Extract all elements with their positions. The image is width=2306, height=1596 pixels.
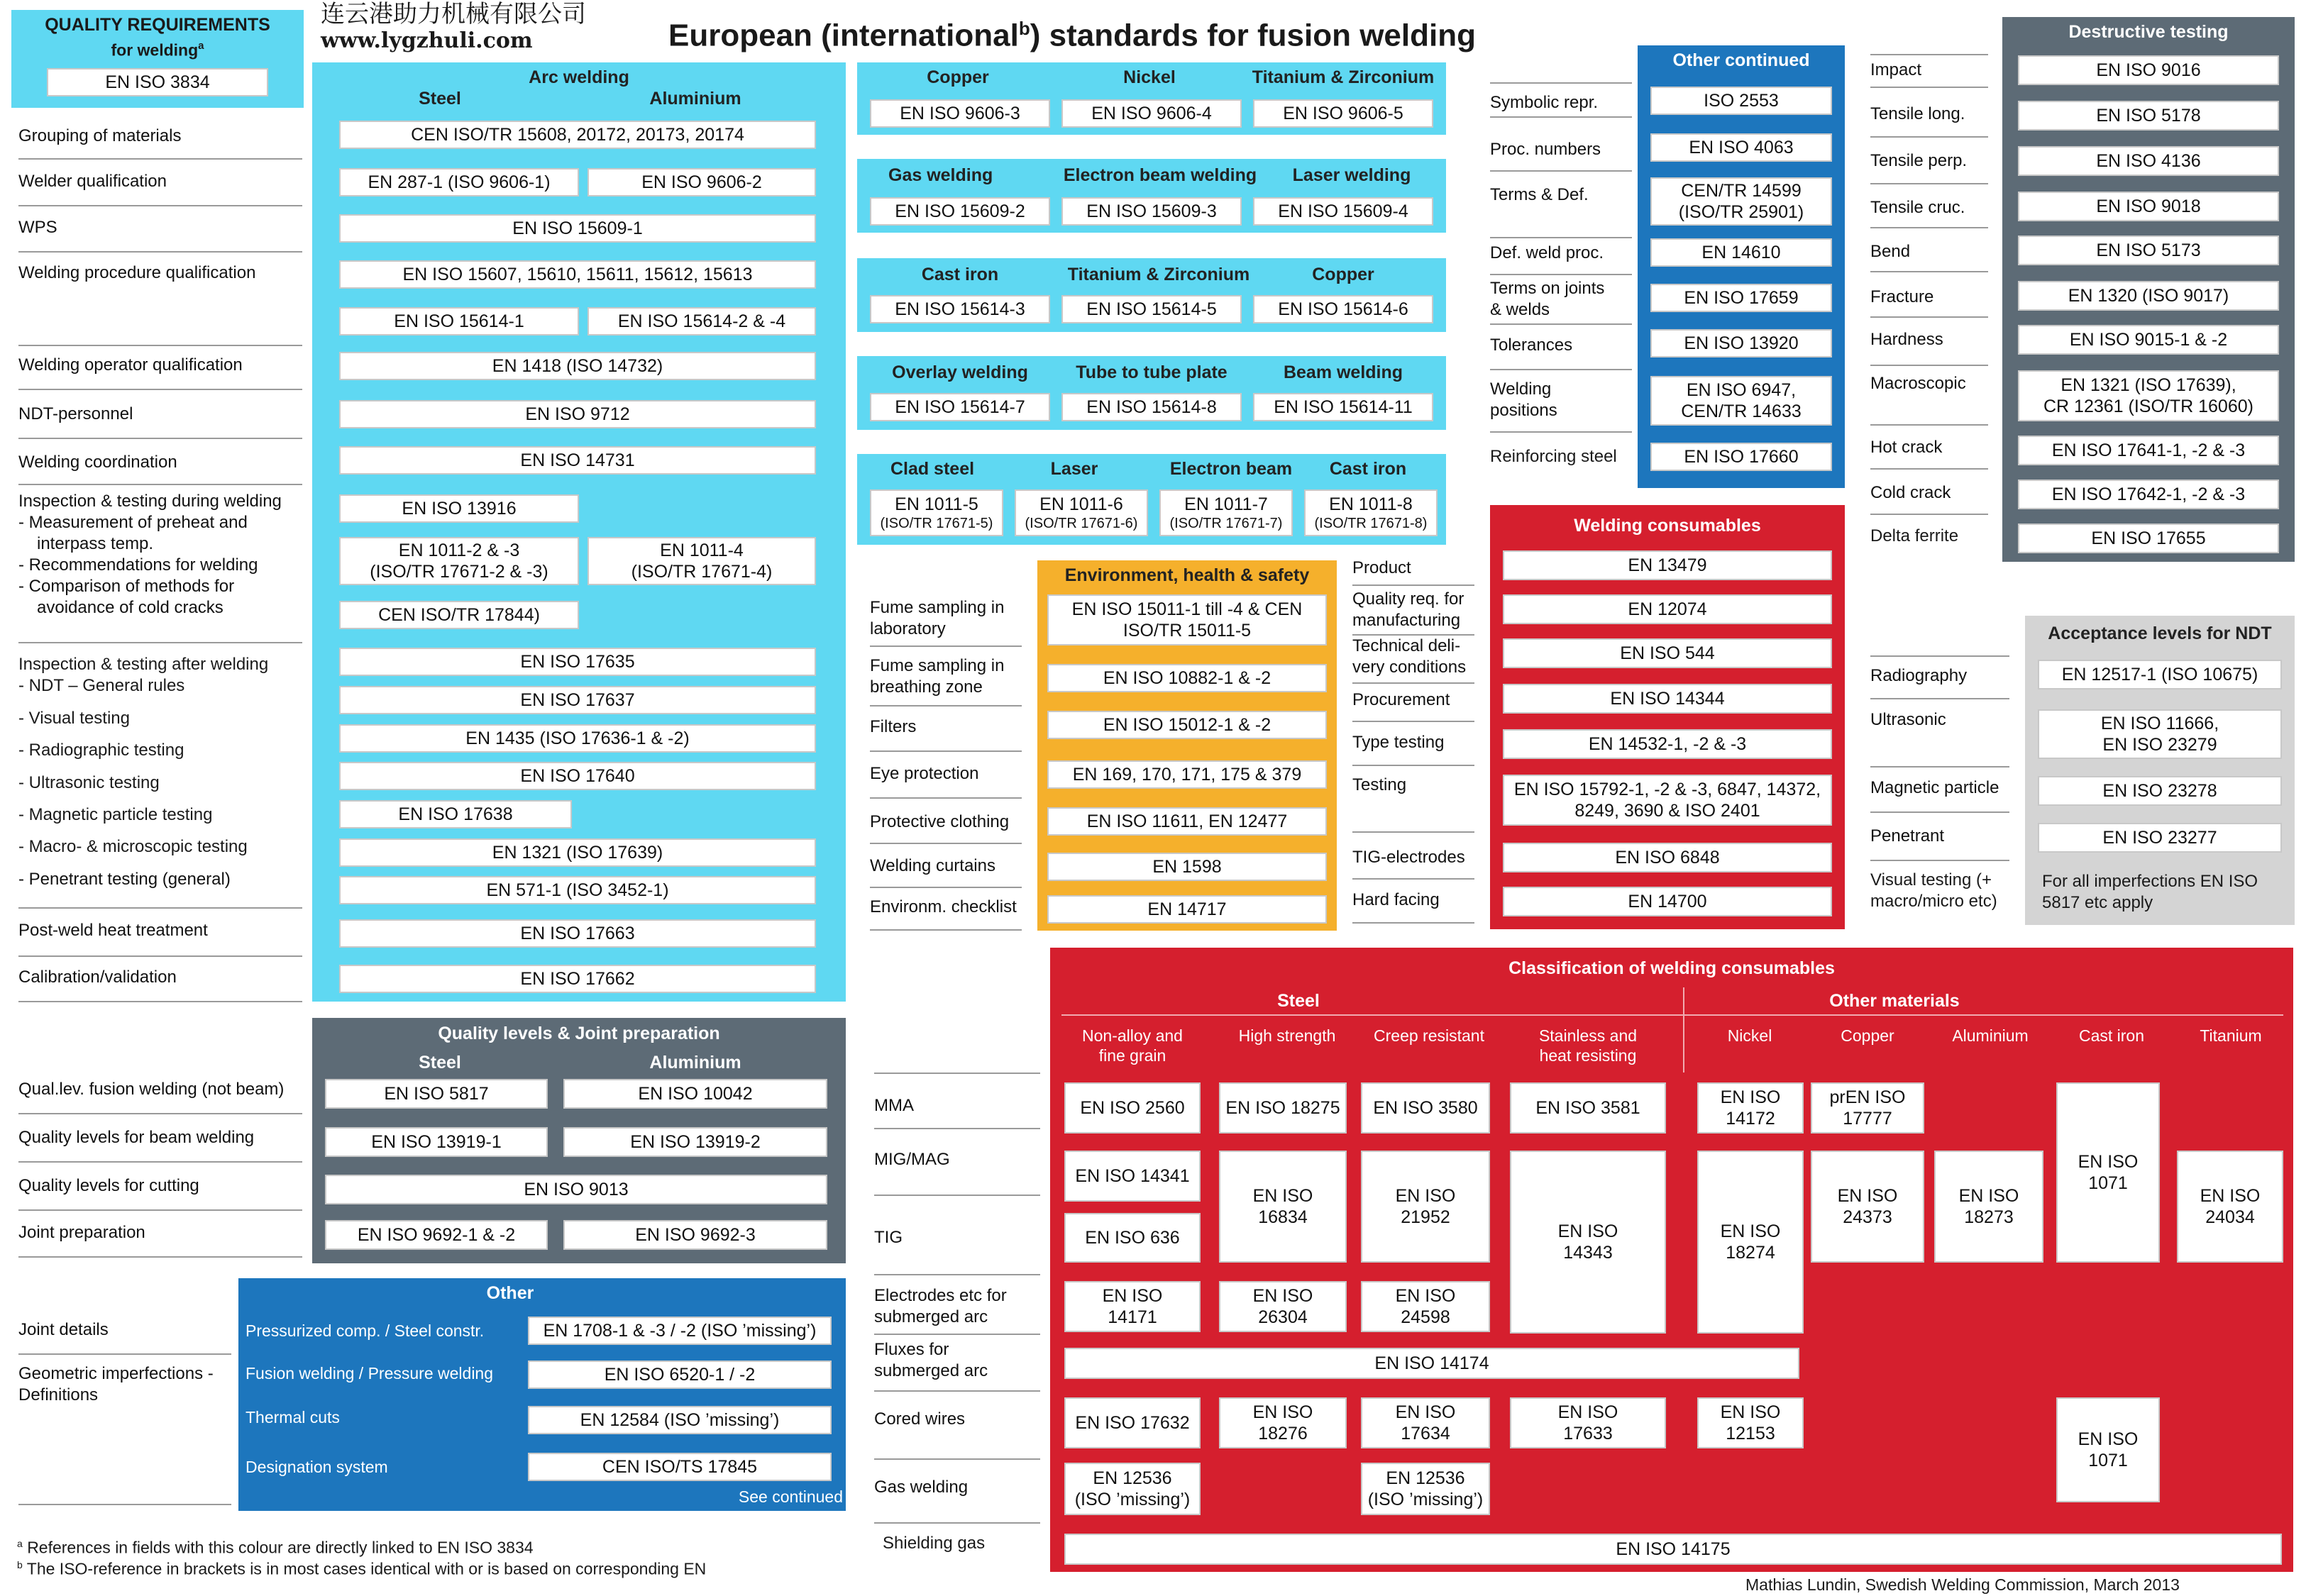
other-label-fusion: Fusion welding / Pressure welding xyxy=(246,1364,494,1382)
cast-iron-wpq-std: EN ISO 15614-3 xyxy=(870,295,1050,323)
gas-wps-std: EN ISO 15609-2 xyxy=(870,197,1050,226)
wc-label-testing: Testing xyxy=(1352,775,1474,833)
ehs-std-filters: EN ISO 15012-1 & -2 xyxy=(1047,711,1327,739)
copper-wpq-std: EN ISO 15614-6 xyxy=(1253,295,1433,323)
cls-mma-nonalloy: EN ISO 2560 xyxy=(1064,1082,1201,1134)
beam-header: Beam welding xyxy=(1283,362,1403,382)
dt-std-delta-ferrite: EN ISO 17655 xyxy=(2018,523,2279,553)
label-beam-quality: Quality levels for beam welding xyxy=(18,1127,302,1163)
cls-row-shielding: Shielding gas xyxy=(883,1534,986,1553)
cast-iron-header: Cast iron xyxy=(921,265,999,284)
cls-wire-titanium: EN ISO 24034 xyxy=(2177,1151,2283,1263)
quality-standard: EN ISO 3834 xyxy=(47,68,268,96)
cutting-level-std: EN ISO 9013 xyxy=(325,1175,827,1204)
dt-title: Destructive testing xyxy=(2068,22,2229,42)
copper-welder-std: EN ISO 9606-3 xyxy=(870,99,1050,128)
quality-requirements-label: QUALITY REQUIREMENTS for welding$^a$ xyxy=(45,15,270,60)
ehs-label-eye: Eye protection xyxy=(870,763,1022,799)
ehs-label-breathing: Fume sampling in breathing zone xyxy=(870,655,1022,706)
macro-std: EN 1321 (ISO 17639) xyxy=(339,838,816,867)
welder-std-steel: EN 287-1 (ISO 9606-1) xyxy=(339,168,579,196)
credit: Mathias Lundin, Swedish Welding Commission, March 2013 xyxy=(1745,1575,2180,1594)
label-coordination: Welding coordination xyxy=(18,452,302,485)
ultrasonic-std: EN ISO 17640 xyxy=(339,762,816,790)
page-title: European (international$^b$) standards for fusion welding xyxy=(668,18,1476,53)
label-inspection-during: Inspection & testing during welding - Measurement of preheat and interpass temp. - Recommendations for welding - Comparison of methods for avoidance of cold cracks xyxy=(18,491,302,643)
dt-std-tensile-long: EN ISO 5178 xyxy=(2018,101,2279,131)
other-std-pressurized: EN 1708-1 & -3 / -2 (ISO ’missing’) xyxy=(528,1317,832,1345)
label-ultrasonic: - Ultrasonic testing xyxy=(18,773,160,792)
radiographic-std: EN 1435 (ISO 17636-1 & -2) xyxy=(339,724,816,753)
cls-gas-nonalloy: EN 12536 (ISO ’missing’) xyxy=(1064,1463,1201,1515)
cls-col-nonalloy: Non-alloy and fine grain xyxy=(1082,1026,1183,1065)
overlay-header: Overlay welding xyxy=(892,362,1028,382)
oc-std-proc: EN ISO 4063 xyxy=(1650,133,1832,162)
wc-std-technical: EN ISO 544 xyxy=(1503,638,1832,668)
arc-aluminium-header: Aluminium xyxy=(649,89,741,109)
oc-std-terms: CEN/TR 14599 (ISO/TR 25901) xyxy=(1650,177,1832,226)
ehs-title: Environment, health & safety xyxy=(1064,565,1310,585)
acc-std-magnetic: EN ISO 23278 xyxy=(2038,776,2282,806)
calibration-std: EN ISO 17662 xyxy=(339,965,816,993)
wc-label-quality: Quality req. for manufacturing xyxy=(1352,589,1474,636)
nickel-header: Nickel xyxy=(1123,67,1176,87)
wpq-std: EN ISO 15607, 15610, 15611, 15612, 15613 xyxy=(339,260,816,289)
dt-label-tensile-perp: Tensile perp. xyxy=(1870,150,1988,184)
cls-row-migmag: MIG/MAG xyxy=(874,1139,1040,1196)
cls-row-fluxes: Fluxes for submerged arc xyxy=(874,1335,1040,1392)
beam-level-alu: EN ISO 13919-2 xyxy=(563,1127,827,1157)
cls-cored-nonalloy: EN ISO 17632 xyxy=(1064,1397,1201,1448)
label-calibration: Calibration/validation xyxy=(18,967,302,1002)
oc-label-terms: Terms & Def. xyxy=(1490,184,1632,238)
laser-prec-std: EN 1011-6 (ISO/TR 17671-6) xyxy=(1015,489,1148,536)
grouping-std: CEN ISO/TR 15608, 20172, 20173, 20174 xyxy=(339,121,816,149)
oc-label-joints: Terms on joints & welds xyxy=(1490,278,1632,325)
cold-crack-std: CEN ISO/TR 17844) xyxy=(339,601,579,629)
dt-label-hardness: Hardness xyxy=(1870,329,1988,366)
label-cutting-quality: Quality levels for cutting xyxy=(18,1175,302,1211)
cls-gas-creep: EN 12536 (ISO ’missing’) xyxy=(1361,1463,1490,1515)
label-geometric: Geometric imperfections - Definitions xyxy=(18,1363,231,1505)
cls-row-cored: Cored wires xyxy=(874,1399,1040,1460)
cls-saw-nonalloy: EN ISO 14171 xyxy=(1064,1281,1201,1332)
ehs-label-curtains: Welding curtains xyxy=(870,855,1022,888)
ehs-std-eye: EN 169, 170, 171, 175 & 379 xyxy=(1047,760,1327,789)
ehs-std-lab: EN ISO 15011-1 till -4 & CEN ISO/TR 15011-5 xyxy=(1047,594,1327,645)
beam-level-steel: EN ISO 13919-1 xyxy=(325,1127,548,1157)
acc-label-ultrasonic: Ultrasonic xyxy=(1870,709,2009,767)
preheat-alu-std: EN 1011-4 (ISO/TR 17671-4) xyxy=(587,537,816,585)
wc-std-procurement: EN ISO 14344 xyxy=(1503,684,1832,714)
acc-title: Acceptance levels for NDT xyxy=(2048,624,2272,643)
qlj-title: Quality levels & Joint preparation xyxy=(438,1024,720,1043)
cls-mma-nickel: EN ISO 14172 xyxy=(1697,1082,1804,1134)
oc-label-reinforcing: Reinforcing steel xyxy=(1490,447,1617,466)
label-grouping: Grouping of materials xyxy=(18,124,302,160)
wc-std-type-testing: EN 14532-1, -2 & -3 xyxy=(1503,729,1832,759)
magnetic-std: EN ISO 17638 xyxy=(339,800,572,829)
cls-header-underline xyxy=(1061,1014,2283,1016)
eb-welding-header: Electron beam welding xyxy=(1063,165,1257,185)
cls-row-tig: TIG xyxy=(874,1217,1040,1275)
cls-other-header: Other materials xyxy=(1829,991,1960,1011)
label-welder-qualification: Welder qualification xyxy=(18,171,302,206)
cls-mma-stainless: EN ISO 3581 xyxy=(1510,1082,1666,1134)
clad-std: EN 1011-5 (ISO/TR 17671-5) xyxy=(870,489,1003,536)
acc-label-radiography: Radiography xyxy=(1870,655,2009,699)
cls-col-titanium: Titanium xyxy=(2200,1026,2262,1045)
cls-tig-nonalloy: EN ISO 636 xyxy=(1064,1213,1201,1263)
oc-std-reinforcing: EN ISO 17660 xyxy=(1650,443,1832,471)
other-label-thermal: Thermal cuts xyxy=(246,1408,340,1426)
dt-std-tensile-perp: EN ISO 4136 xyxy=(2018,146,2279,176)
oc-std-symbolic: ISO 2553 xyxy=(1650,87,1832,115)
acc-label-magnetic: Magnetic particle xyxy=(1870,777,2009,813)
visual-std: EN ISO 17637 xyxy=(339,686,816,714)
pwht-std: EN ISO 17663 xyxy=(339,919,816,948)
cls-saw-creep: EN ISO 24598 xyxy=(1361,1281,1490,1332)
dt-label-cold-crack: Cold crack xyxy=(1870,482,1988,515)
cls-steel-header: Steel xyxy=(1277,991,1320,1011)
cls-mig-nonalloy: EN ISO 14341 xyxy=(1064,1151,1201,1202)
acc-label-penetrant: Penetrant xyxy=(1870,826,2009,861)
dt-label-fracture: Fracture xyxy=(1870,287,1988,318)
titanium-header: Titanium & Zirconium xyxy=(1252,67,1435,87)
oc-std-joints: EN ISO 17659 xyxy=(1650,284,1832,312)
oc-std-tolerances: EN ISO 13920 xyxy=(1650,329,1832,358)
cls-col-cast-iron: Cast iron xyxy=(2078,1026,2145,1045)
copper-header-2: Copper xyxy=(1312,265,1374,284)
cls-title: Classification of welding consumables xyxy=(1508,958,1835,978)
dt-label-delta-ferrite: Delta ferrite xyxy=(1870,526,1959,545)
oc-label-positions: Welding positions xyxy=(1490,379,1632,433)
label-penetrant: - Penetrant testing (general) xyxy=(18,869,302,909)
wc-label-hardfacing: Hard facing xyxy=(1352,890,1474,924)
footnote-a: $^a$ References in fields with this colour are directly linked to EN ISO 3834 xyxy=(17,1538,534,1557)
cls-wire-aluminium: EN ISO 18273 xyxy=(1934,1151,2043,1263)
beam-std: EN ISO 15614-11 xyxy=(1253,393,1433,421)
acc-std-ultrasonic: EN ISO 11666, EN ISO 23279 xyxy=(2038,709,2282,759)
tube-std: EN ISO 15614-8 xyxy=(1061,393,1242,421)
dt-std-macroscopic: EN 1321 (ISO 17639), CR 12361 (ISO/TR 16060) xyxy=(2018,370,2279,421)
cls-col-copper: Copper xyxy=(1841,1026,1894,1045)
joint-prep-steel: EN ISO 9692-1 & -2 xyxy=(325,1220,548,1250)
label-visual-testing: - Visual testing xyxy=(18,709,130,728)
dt-std-tensile-cruc: EN ISO 9018 xyxy=(2018,192,2279,221)
ehs-label-checklist: Environm. checklist xyxy=(870,897,1022,931)
dt-std-cold-crack: EN ISO 17642-1, -2 & -3 xyxy=(2018,480,2279,509)
eb-prec-std: EN 1011-7 (ISO/TR 17671-7) xyxy=(1159,489,1293,536)
wc-label-type-testing: Type testing xyxy=(1352,732,1474,766)
ehs-label-filters: Filters xyxy=(870,716,1022,752)
acc-std-penetrant: EN ISO 23277 xyxy=(2038,823,2282,853)
laser-header-2: Laser xyxy=(1050,459,1098,479)
wc-std-product: EN 13479 xyxy=(1503,550,1832,580)
cls-col-creep: Creep resistant xyxy=(1374,1026,1484,1045)
inspection-std: EN ISO 13916 xyxy=(339,494,579,523)
other-std-thermal: EN 12584 (ISO ’missing’) xyxy=(528,1406,832,1434)
eb-header-2: Electron beam xyxy=(1169,459,1293,479)
cls-mma-creep: EN ISO 3580 xyxy=(1361,1082,1490,1134)
dt-std-impact: EN ISO 9016 xyxy=(2018,55,2279,85)
cls-row-electrodes-saw: Electrodes etc for submerged arc xyxy=(874,1277,1040,1335)
ndt-general-std: EN ISO 17635 xyxy=(339,648,816,676)
oc-label-tolerances: Tolerances xyxy=(1490,335,1632,370)
dt-label-bend: Bend xyxy=(1870,241,1988,272)
wc-std-testing: EN ISO 15792-1, -2 & -3, 6847, 14372, 8249, 3690 & ISO 2401 xyxy=(1503,775,1832,826)
welder-std-alu: EN ISO 9606-2 xyxy=(587,168,816,196)
wc-label-product: Product xyxy=(1352,558,1474,586)
dt-std-hot-crack: EN ISO 17641-1, -2 & -3 xyxy=(2018,436,2279,465)
copper-header: Copper xyxy=(927,67,989,87)
dt-label-impact: Impact xyxy=(1870,54,1988,88)
label-macro: - Macro- & microscopic testing xyxy=(18,837,248,856)
other-continued-title: Other continued xyxy=(1672,50,1810,70)
ehs-std-curtains: EN 1598 xyxy=(1047,853,1327,881)
label-wps: WPS xyxy=(18,217,302,253)
penetrant-std: EN 571-1 (ISO 3452-1) xyxy=(339,876,816,904)
cls-wire-stainless: EN ISO 14343 xyxy=(1510,1151,1666,1334)
ndt-personnel-std: EN ISO 9712 xyxy=(339,400,816,428)
cls-cored-nickel: EN ISO 12153 xyxy=(1697,1397,1804,1448)
cls-shielding-gas: EN ISO 14175 xyxy=(1064,1534,2282,1565)
cls-fluxes: EN ISO 14174 xyxy=(1064,1348,1799,1379)
oc-std-positions: EN ISO 6947, CEN/TR 14633 xyxy=(1650,376,1832,426)
cls-col-nickel: Nickel xyxy=(1727,1026,1772,1045)
see-continued-link[interactable]: See continued xyxy=(738,1487,843,1506)
other-std-designation: CEN ISO/TS 17845 xyxy=(528,1453,832,1481)
cls-col-aluminium: Aluminium xyxy=(1952,1026,2029,1045)
acc-std-radiography: EN 12517-1 (ISO 10675) xyxy=(2038,660,2282,689)
overlay-std: EN ISO 15614-7 xyxy=(870,393,1050,421)
preheat-steel-std: EN 1011-2 & -3 (ISO/TR 17671-2 & -3) xyxy=(339,537,579,585)
cls-wire-creep: EN ISO 21952 xyxy=(1361,1151,1490,1263)
cast-iron-prec-std: EN 1011-8 (ISO/TR 17671-8) xyxy=(1304,489,1438,536)
wc-std-quality: EN 12074 xyxy=(1503,594,1832,624)
wc-std-hardfacing: EN 14700 xyxy=(1503,887,1832,916)
ehs-label-clothing: Protective clothing xyxy=(870,811,1022,844)
other-std-fusion: EN ISO 6520-1 / -2 xyxy=(528,1361,832,1389)
gas-welding-header: Gas welding xyxy=(888,165,993,185)
dt-label-tensile-cruc: Tensile cruc. xyxy=(1870,197,1988,228)
acc-note: For all imperfections EN ISO 5817 etc apply xyxy=(2042,872,2258,912)
qlj-alu-header: Aluminium xyxy=(649,1053,741,1073)
cls-wire-copper: EN ISO 24373 xyxy=(1811,1151,1924,1263)
dt-label-macroscopic: Macroscopic xyxy=(1870,373,1988,426)
cls-divider xyxy=(1683,987,1684,1073)
wc-label-tig: TIG-electrodes xyxy=(1352,847,1474,880)
clad-header: Clad steel xyxy=(890,459,975,479)
cls-mma-copper: prEN ISO 17777 xyxy=(1811,1082,1924,1134)
oc-label-symbolic: Symbolic repr. xyxy=(1490,82,1632,118)
cls-row-mma: MMA xyxy=(874,1073,1040,1129)
eb-wps-std: EN ISO 15609-3 xyxy=(1061,197,1242,226)
label-radiographic: - Radiographic testing xyxy=(18,741,184,760)
other-label-pressurized: Pressurized comp. / Steel constr. xyxy=(246,1321,485,1340)
ehs-label-lab: Fume sampling in laboratory xyxy=(870,597,1022,647)
wpq-alu-std: EN ISO 15614-2 & -4 xyxy=(587,307,816,336)
qlj-steel-header: Steel xyxy=(419,1053,461,1073)
titanium-welder-std: EN ISO 9606-5 xyxy=(1253,99,1433,128)
arc-title: Arc welding xyxy=(529,67,629,87)
operator-std: EN 1418 (ISO 14732) xyxy=(339,352,816,380)
label-quality-levels: Qual.lev. fusion welding (not beam) xyxy=(18,1079,302,1114)
tube-header: Tube to tube plate xyxy=(1076,362,1228,382)
ehs-std-clothing: EN ISO 11611, EN 12477 xyxy=(1047,807,1327,836)
arc-steel-header: Steel xyxy=(419,89,461,109)
cls-wire-nickel: EN ISO 18274 xyxy=(1697,1151,1804,1334)
cls-wire-high-strength: EN ISO 16834 xyxy=(1219,1151,1347,1263)
dt-std-hardness: EN ISO 9015-1 & -2 xyxy=(2018,325,2279,355)
quality-level-steel: EN ISO 5817 xyxy=(325,1079,548,1109)
quality-level-alu: EN ISO 10042 xyxy=(563,1079,827,1109)
cls-cored-high-strength: EN ISO 18276 xyxy=(1219,1397,1347,1448)
wc-std-tig: EN ISO 6848 xyxy=(1503,843,1832,872)
cls-cored-cast-iron: EN ISO 1071 xyxy=(2056,1397,2160,1502)
other-title: Other xyxy=(486,1283,534,1303)
acc-label-visual: Visual testing (+ macro/micro etc) xyxy=(1870,870,1997,911)
laser-wps-std: EN ISO 15609-4 xyxy=(1253,197,1433,226)
oc-label-def: Def. weld proc. xyxy=(1490,243,1632,275)
ehs-std-checklist: EN 14717 xyxy=(1047,895,1327,924)
wc-label-technical: Technical deli- very conditions xyxy=(1352,636,1474,684)
dt-std-bend: EN ISO 5173 xyxy=(2018,235,2279,265)
cls-col-high-strength: High strength xyxy=(1238,1026,1336,1045)
cls-saw-high-strength: EN ISO 26304 xyxy=(1219,1281,1347,1332)
cls-row-gas: Gas welding xyxy=(874,1467,1040,1524)
joint-prep-alu: EN ISO 9692-3 xyxy=(563,1220,827,1250)
cls-cored-stainless: EN ISO 17633 xyxy=(1510,1397,1666,1448)
oc-label-proc: Proc. numbers xyxy=(1490,139,1632,172)
label-wpq: Welding procedure qualification xyxy=(18,262,302,346)
label-ndt-personnel: NDT-personnel xyxy=(18,404,302,439)
wc-title: Welding consumables xyxy=(1574,516,1761,536)
footnote-b: $^b$ The ISO-reference in brackets is in most cases identical with or is based on corresponding EN xyxy=(17,1559,707,1578)
cls-cast-iron-top: EN ISO 1071 xyxy=(2056,1082,2160,1263)
cls-cored-creep: EN ISO 17634 xyxy=(1361,1397,1490,1448)
ehs-std-breathing: EN ISO 10882-1 & -2 xyxy=(1047,664,1327,692)
dt-label-hot-crack: Hot crack xyxy=(1870,437,1988,470)
nickel-welder-std: EN ISO 9606-4 xyxy=(1061,99,1242,128)
label-operator: Welding operator qualification xyxy=(18,355,302,390)
titanium-header-2: Titanium & Zirconium xyxy=(1067,265,1250,284)
watermark: 连云港助力机械有限公司 www.lygzhuli.com xyxy=(321,0,586,53)
wps-std: EN ISO 15609-1 xyxy=(339,214,816,243)
label-inspection-after: Inspection & testing after welding - NDT – General rules xyxy=(18,655,269,695)
cast-iron-header-2: Cast iron xyxy=(1329,459,1407,479)
titanium-wpq-std: EN ISO 15614-5 xyxy=(1061,295,1242,323)
label-pwht: Post-weld heat treatment xyxy=(18,920,302,957)
laser-welding-header: Laser welding xyxy=(1292,165,1411,185)
wpq-steel-std: EN ISO 15614-1 xyxy=(339,307,579,336)
coordination-std: EN ISO 14731 xyxy=(339,446,816,475)
oc-std-def: EN 14610 xyxy=(1650,238,1832,267)
label-joint-details: Joint details xyxy=(18,1319,231,1355)
dt-label-tensile-long: Tensile long. xyxy=(1870,104,1988,138)
label-joint-preparation: Joint preparation xyxy=(18,1222,302,1258)
wc-label-procurement: Procurement xyxy=(1352,689,1474,722)
label-magnetic: - Magnetic particle testing xyxy=(18,805,213,824)
other-label-designation: Designation system xyxy=(246,1458,388,1476)
dt-std-fracture: EN 1320 (ISO 9017) xyxy=(2018,281,2279,311)
cls-col-stainless: Stainless and heat resisting xyxy=(1538,1026,1638,1065)
cls-mma-high-strength: EN ISO 18275 xyxy=(1219,1082,1347,1134)
